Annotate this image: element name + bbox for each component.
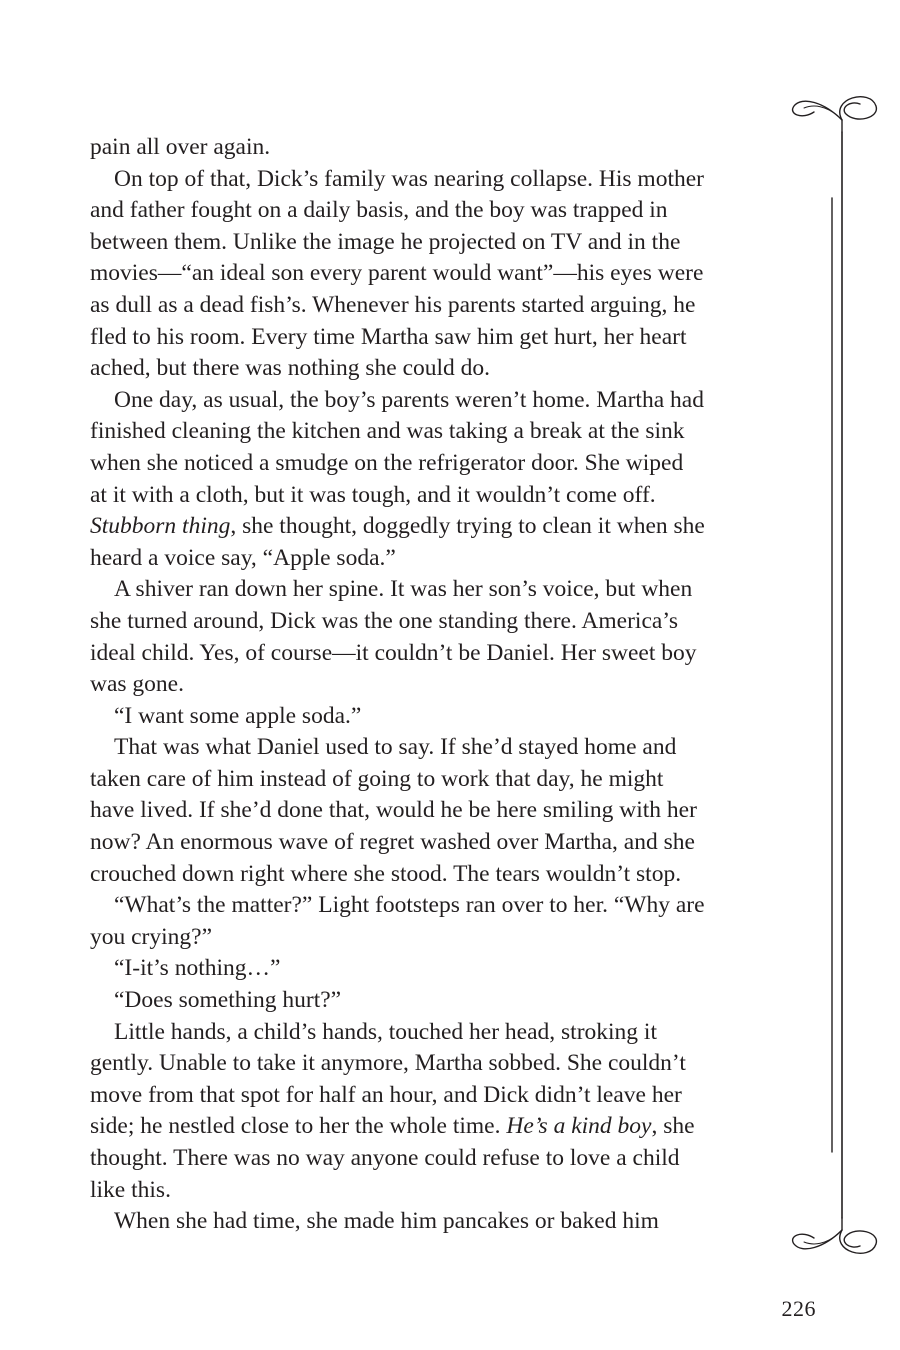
text-line bbox=[90, 953, 770, 985]
body-text bbox=[90, 132, 770, 1238]
text-run: pain all over again. bbox=[90, 134, 271, 160]
text-run: was gone. bbox=[90, 671, 184, 698]
text-line bbox=[90, 227, 770, 259]
text-line bbox=[90, 701, 770, 733]
text-run: “What’s the matter?” Light footsteps ran over to her. “Why are bbox=[114, 892, 705, 919]
italic-text: He’s a kind boy bbox=[506, 1113, 652, 1140]
text-line bbox=[90, 732, 770, 764]
text-line bbox=[90, 290, 770, 322]
text-run: when she noticed a smudge on the refrigerator door. She wiped bbox=[90, 449, 684, 476]
text-run: at it with a cloth, but it was tough, and it wouldn’t come off. bbox=[90, 481, 656, 508]
text-run: That was what Daniel used to say. If she’d stayed home and bbox=[114, 734, 677, 761]
text-run: now? An enormous wave of regret washed over Martha, and she bbox=[90, 829, 695, 856]
italic-text: Stubborn thing bbox=[90, 513, 231, 540]
text-line bbox=[90, 859, 770, 891]
text-run: side; he nestled close to her the whole time. bbox=[90, 1113, 507, 1140]
text-line bbox=[90, 195, 770, 227]
text-run: “Does something hurt?” bbox=[114, 987, 342, 1014]
text-line bbox=[90, 1175, 770, 1207]
text-line bbox=[90, 511, 770, 543]
text-line bbox=[90, 574, 770, 606]
text-line bbox=[90, 385, 770, 417]
text-line bbox=[90, 764, 770, 796]
text-run: heard a voice say, “Apple soda.” bbox=[90, 544, 396, 571]
text-run: ached, but there was nothing she could do. bbox=[90, 355, 491, 382]
text-run: and father fought on a daily basis, and the boy was trapped in bbox=[90, 197, 668, 224]
text-run: as dull as a dead fish’s. Whenever his parents started arguing, he bbox=[90, 291, 696, 318]
text-run: between them. Unlike the image he projected on TV and in the bbox=[90, 228, 681, 255]
text-run: move from that spot for half an hour, and Dick didn’t leave her bbox=[90, 1081, 682, 1108]
text-line bbox=[90, 795, 770, 827]
text-run: , she thought, doggedly trying to clean it when she bbox=[230, 513, 705, 540]
text-line bbox=[90, 416, 770, 448]
text-run: ideal child. Yes, of course—it couldn’t be Daniel. Her sweet boy bbox=[90, 639, 697, 666]
text-run: taken care of him instead of going to work that day, he might bbox=[90, 765, 664, 792]
text-line bbox=[90, 353, 770, 385]
text-line bbox=[90, 890, 770, 922]
text-run: Little hands, a child’s hands, touched her head, stroking it bbox=[114, 1018, 657, 1045]
text-line bbox=[90, 543, 770, 575]
text-run: thought. There was no way anyone could refuse to love a child bbox=[90, 1145, 680, 1171]
text-run: gently. Unable to take it anymore, Martha sobbed. She couldn’t bbox=[90, 1050, 686, 1077]
text-run: , she bbox=[651, 1113, 695, 1140]
text-line bbox=[90, 669, 770, 701]
text-line bbox=[90, 1143, 770, 1175]
text-run: When she had time, she made him pancakes or baked him bbox=[114, 1208, 659, 1235]
text-line bbox=[90, 164, 770, 196]
text-line bbox=[90, 258, 770, 290]
page-number: 226 bbox=[781, 1296, 816, 1321]
text-line bbox=[90, 922, 770, 954]
text-run: have lived. If she’d done that, would he be here smiling with her bbox=[90, 797, 697, 824]
text-line bbox=[90, 985, 770, 1017]
text-run: fled to his room. Every time Martha saw him get hurt, her heart bbox=[90, 323, 687, 350]
text-run: finished cleaning the kitchen and was taking a break at the sink bbox=[90, 418, 685, 445]
text-run: crouched down right where she stood. The tears wouldn’t stop. bbox=[90, 860, 682, 887]
text-run: On top of that, Dick’s family was nearing collapse. His mother bbox=[114, 165, 704, 192]
text-line bbox=[90, 1080, 770, 1112]
text-line bbox=[90, 448, 770, 480]
text-run: you crying?” bbox=[90, 923, 213, 950]
text-line bbox=[90, 1206, 770, 1238]
text-run: movies—“an ideal son every parent would want”—his eyes were bbox=[90, 260, 704, 287]
text-line bbox=[90, 638, 770, 670]
text-line bbox=[90, 1048, 770, 1080]
text-line bbox=[90, 1111, 770, 1143]
text-line bbox=[90, 322, 770, 354]
text-run: A shiver ran down her spine. It was her son’s voice, but when bbox=[114, 576, 693, 603]
text-run: she turned around, Dick was the one standing there. America’s bbox=[90, 607, 678, 634]
text-run: “I-it’s nothing…” bbox=[114, 955, 281, 982]
text-line bbox=[90, 1017, 770, 1049]
text-line bbox=[90, 132, 770, 164]
flourish-rail-ornament bbox=[780, 80, 890, 1280]
text-run: One day, as usual, the boy’s parents weren’t home. Martha had bbox=[114, 386, 704, 413]
text-line bbox=[90, 606, 770, 638]
text-run: “I want some apple soda.” bbox=[114, 702, 362, 729]
text-run: like this. bbox=[90, 1176, 171, 1203]
text-line bbox=[90, 480, 770, 512]
text-line bbox=[90, 827, 770, 859]
